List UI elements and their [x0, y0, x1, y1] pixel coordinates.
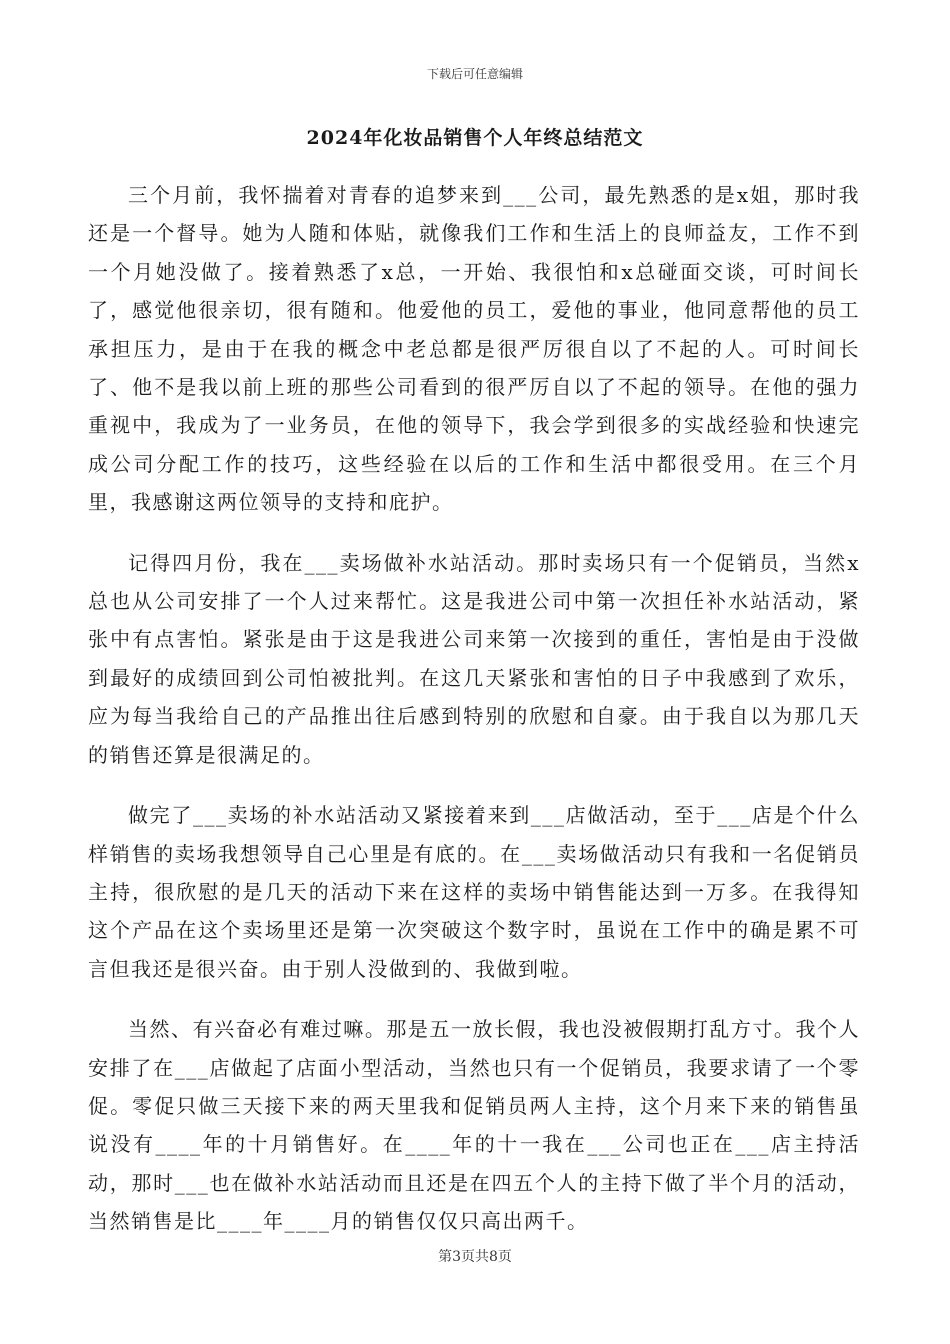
body-paragraph: 当然、有兴奋必有难过嘛。那是五一放长假，我也没被假期打乱方寸。我个人安排了在___店做起了店面小型活动，当然也只有一个促销员，我要求请了一个零促。零促只做三天接下来的两天里我和促销员两人主持，这个月来下来的销售虽说没有____年的十月销售好。在____年的十一我在___公司也正在___店主持活动，那时___也在做补水站活动而且还是在四五个人的主持下做了半个月的活动，当然销售是比____年____月的销售仅仅只高出两千。	[88, 1017, 860, 1234]
body-paragraph: 记得四月份，我在___卖场做补水站活动。那时卖场只有一个促销员，当然x总也从公司安排了一个人过来帮忙。这是我进公司中第一次担任补水站活动，紧张中有点害怕。紧张是由于这是我进公司来第一次接到的重任，害怕是由于没做到最好的成绩回到公司怕被批判。在这几天紧张和害怕的日子中我感到了欢乐，应为每当我给自己的产品推出往后感到特别的欣慰和自豪。由于我自以为那几天的销售还算是很满足的。	[88, 550, 860, 767]
header-note: 下载后可任意编辑	[426, 67, 523, 81]
document-body	[88, 176, 860, 1263]
document-title: 2024年化妆品销售个人年终总结范文	[306, 127, 644, 149]
page-indicator: 第3页共8页	[438, 1249, 512, 1265]
body-paragraph: 三个月前，我怀揣着对青春的追梦来到___公司，最先熟悉的是x姐，那时我还是一个督导。她为人随和体贴，就像我们工作和生活上的良师益友，工作不到一个月她没做了。接着熟悉了x总，一开始、我很怕和x总碰面交谈，可时间长了，感觉他很亲切，很有随和。他爱他的员工，爱他的事业，他同意帮他的员工承担压力，是由于在我的概念中老总都是很严厉很自以了不起的人。可时间长了、他不是我以前上班的那些公司看到的很严厉自以了不起的领导。在他的强力重视中，我成为了一业务员，在他的领导下，我会学到很多的实战经验和快速完成公司分配工作的技巧，这些经验在以后的工作和生活中都很受用。在三个月里，我感谢这两位领导的支持和庇护。	[88, 183, 860, 515]
body-paragraph: 做完了___卖场的补水站活动又紧接着来到___店做活动，至于___店是个什么样销售的卖场我想领导自己心里是有底的。在___卖场做活动只有我和一名促销员主持，很欣慰的是几天的活动下来在这样的卖场中销售能达到一万多。在我得知这个产品在这个卖场里还是第一次突破这个数字时，虽说在工作中的确是累不可言但我还是很兴奋。由于别人没做到的、我做到啦。	[88, 803, 860, 981]
